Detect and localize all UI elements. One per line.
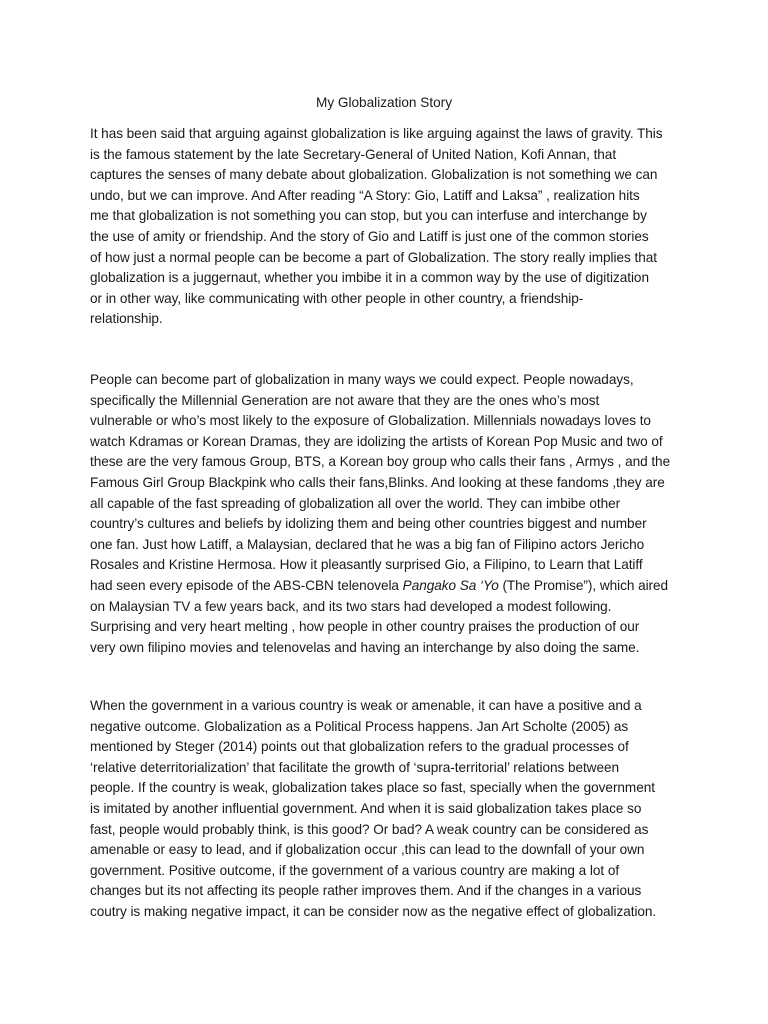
paragraph-line: is the famous statement by the late Secretary-General of United Nation, Kofi Annan, that — [90, 146, 617, 162]
paragraph-line: negative outcome. Globalization as a Political Process happens. Jan Art Scholte (2005) as — [90, 718, 629, 734]
paragraph-line: When the government in a various country is weak or amenable, it can have a positive and a — [90, 698, 642, 713]
paragraph-line: all capable of the fast spreading of globalization all over the world. They can imbibe other — [90, 495, 621, 511]
paragraph-line: is imitated by another influential government. And when it is said globalization takes place so — [90, 800, 642, 816]
paragraph-line: me that globalization is not something you can stop, but you can interfuse and interchange by — [90, 208, 647, 224]
paragraph-line: Rosales and Kristine Hermosa. How it pleasantly surprised Gio, a Filipino, to Learn that Latiff — [90, 557, 643, 573]
paragraph-line: vulnerable or who’s most likely to the exposure of Globalization. Millennials nowadays loves to — [90, 413, 651, 429]
paragraph-line: mentioned by Steger (2014) points out that globalization refers to the gradual processes of — [90, 739, 629, 755]
paragraph-line: globalization is a juggernaut, whether you imbibe it in a common way by the use of digitization — [90, 270, 649, 286]
paragraph-line: relationship. — [90, 311, 163, 327]
paragraph-line: on Malaysian TV a few years back, and its two stars had developed a modest following. — [90, 598, 612, 614]
telenovela-title: Pangako Sa ‘Yo — [402, 577, 499, 593]
paragraph-line: very own filipino movies and telenovelas and having an interchange by also doing the same. — [90, 639, 640, 655]
paragraph-line: one fan. Just how Latiff, a Malaysian, declared that he was a big fan of Filipino actors Jericho — [90, 536, 645, 552]
paragraph-line: captures the senses of many debate about globalization. Globalization is not something we can — [90, 167, 658, 183]
paragraph-line: of how just a normal people can be become a part of Globalization. The story really implies that — [90, 249, 657, 265]
paragraph-line: people. If the country is weak, globalization takes place so fast, specially when the government — [90, 780, 655, 796]
paragraph-line: changes but its not affecting its people rather improves them. And if the changes in a various — [90, 883, 642, 899]
document-title: My Globalization Story — [316, 95, 452, 110]
line-text: (The Promise”), which aired — [498, 577, 669, 593]
paragraph-line: specifically the Millennial Generation are not aware that they are the ones who’s most — [90, 392, 600, 408]
paragraph-line: undo, but we can improve. And After reading “A Story: Gio, Latiff and Laksa” , realization hits — [90, 187, 640, 203]
paragraph-line: fast, people would probably think, is this good? Or bad? A weak country can be considered as — [90, 821, 649, 837]
paragraph-line: government. Positive outcome, if the government of a various country are making a lot of — [90, 862, 620, 878]
paragraph-1 — [90, 124, 680, 330]
paragraph-line: Surprising and very heart melting , how people in other country praises the production of our — [90, 619, 640, 635]
line-text: had seen every episode of the ABS-CBN telenovela — [90, 577, 403, 593]
paragraph-line: country’s cultures and beliefs by idolizing them and being other countries biggest and number — [90, 516, 647, 532]
paragraph-line: the use of amity or friendship. And the story of Gio and Latiff is just one of the common stories — [90, 228, 649, 244]
paragraph-line: People can become part of globalization in many ways we could expect. People nowadays, — [90, 372, 634, 387]
paragraph-line: amenable or easy to lead, and if globalization occur ,this can lead to the downfall of your own — [90, 842, 645, 858]
paragraph-line: watch Kdramas or Korean Dramas, they are idolizing the artists of Korean Pop Music and two of — [90, 433, 663, 449]
paragraph-2 — [90, 370, 680, 658]
paragraph-line: It has been said that arguing against globalization is like arguing against the laws of gravity. This — [90, 126, 663, 141]
paragraph-line: Famous Girl Group Blackpink who calls their fans,Blinks. And looking at these fandoms ,they are — [90, 474, 665, 490]
paragraph-line: these are the very famous Group, BTS, a Korean boy group who calls their fans , Armys , and the — [90, 454, 671, 470]
paragraph-3 — [90, 696, 680, 923]
paragraph-line — [90, 576, 680, 597]
paragraph-line: coutry is making negative impact, it can be consider now as the negative effect of globalization. — [90, 903, 657, 919]
paragraph-line: or in other way, like communicating with other people in other country, a friendship- — [90, 290, 584, 306]
paragraph-line: ‘relative deterritorialization’ that facilitate the growth of ‘supra-territorial’ relations between — [90, 759, 619, 775]
